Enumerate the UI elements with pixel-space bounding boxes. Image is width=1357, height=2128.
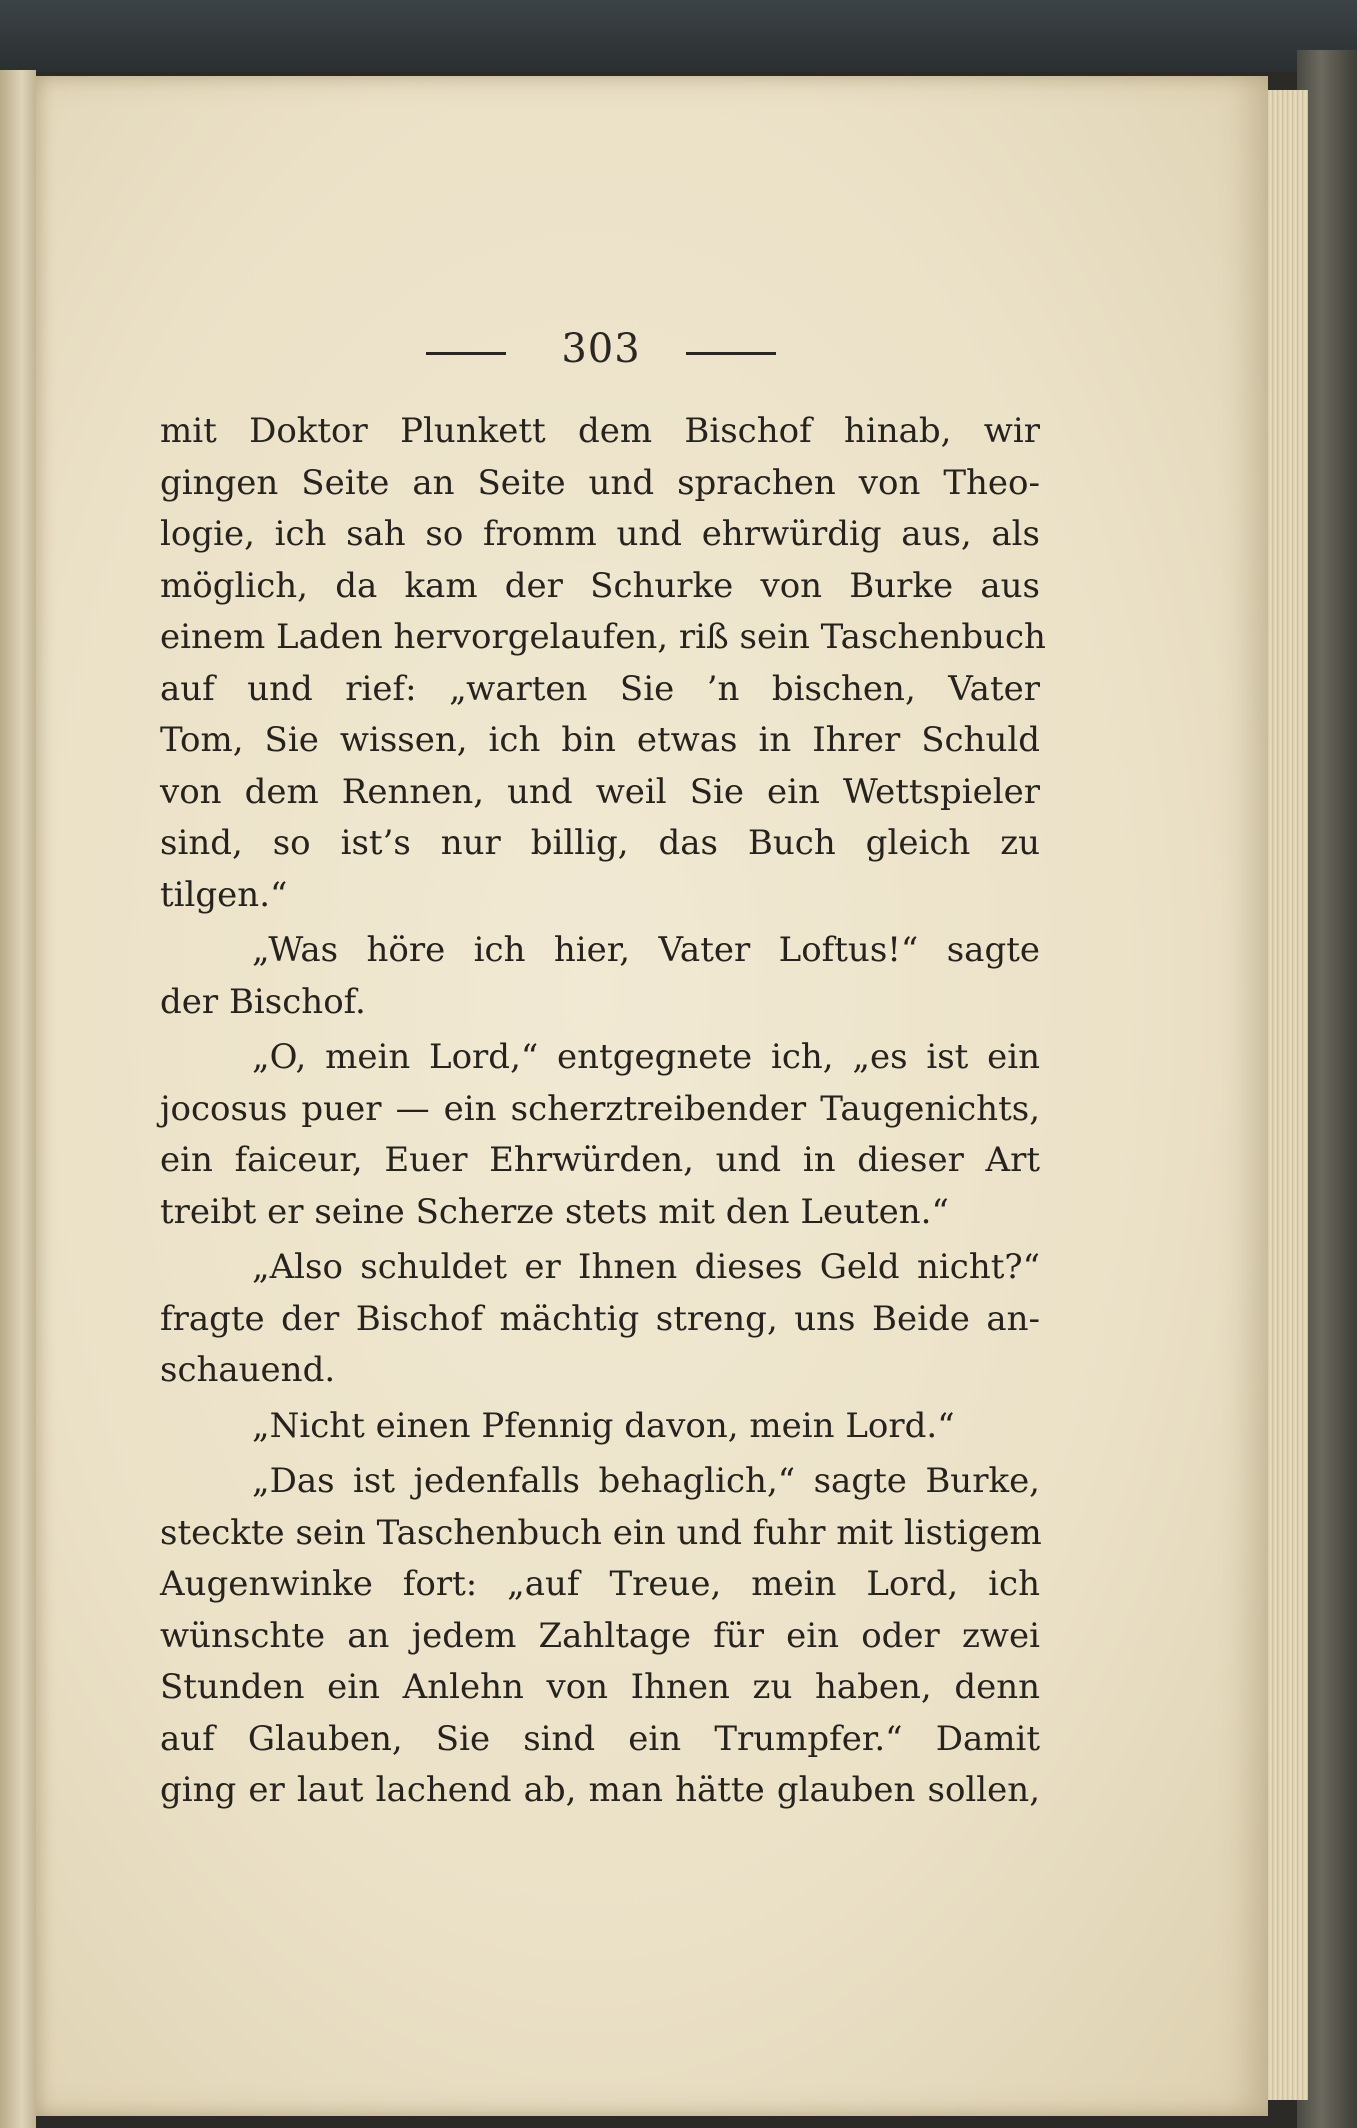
text-line: einem Laden hervorgelaufen, riß sein Taschenbuch bbox=[160, 617, 1046, 657]
header-rule-left bbox=[426, 352, 506, 355]
page-stack-edges bbox=[1268, 90, 1308, 2100]
text-line: logie, ich sah so fromm und ehrwürdig aus, als bbox=[160, 514, 1040, 554]
text-line: schauend. bbox=[160, 1350, 336, 1390]
text-line: „Was höre ich hier, Vater Loftus!“ sagte bbox=[252, 930, 1040, 970]
text-line: auf Glauben, Sie sind ein Trumpfer.“ Damit bbox=[160, 1718, 1040, 1759]
book-top-edge bbox=[0, 0, 1357, 72]
text-line: Tom, Sie wissen, ich bin etwas in Ihrer Schuld bbox=[160, 720, 1040, 760]
header-rule-right bbox=[686, 352, 776, 355]
text-line: von dem Rennen, und weil Sie ein Wettspieler bbox=[160, 771, 1040, 812]
page-number: 303 bbox=[561, 326, 641, 372]
text-line: treibt er seine Scherze stets mit den Leuten.“ bbox=[160, 1191, 949, 1232]
page-header bbox=[36, 326, 1268, 376]
text-line: steckte sein Taschenbuch ein und fuhr mit listigem bbox=[160, 1512, 1042, 1553]
text-line: „Also schuldet er Ihnen dieses Geld nicht?“ bbox=[252, 1247, 1040, 1287]
text-line: „Das ist jedenfalls behaglich,“ sagte Burke, bbox=[252, 1461, 1040, 1501]
text-line: Augenwinke fort: „auf Treue, mein Lord, ich bbox=[160, 1564, 1040, 1604]
text-line: fragte der Bischof mächtig streng, uns Beide an- bbox=[160, 1298, 1040, 1339]
text-line: gingen Seite an Seite und sprachen von Theo- bbox=[160, 462, 1040, 503]
page-text bbox=[160, 406, 1046, 1817]
book-page bbox=[36, 76, 1268, 2116]
text-line: auf und rief: „warten Sie ’n bischen, Vater bbox=[160, 668, 1040, 709]
text-line: mit Doktor Plunkett dem Bischof hinab, wir bbox=[160, 411, 1040, 451]
text-line: „O, mein Lord,“ entgegnete ich, „es ist ein bbox=[252, 1037, 1040, 1077]
text-line: Stunden ein Anlehn von Ihnen zu haben, denn bbox=[160, 1667, 1040, 1707]
text-line: der Bischof. bbox=[160, 981, 366, 1022]
text-line: ein faiceur, Euer Ehrwürden, und in dieser Art bbox=[160, 1140, 1040, 1180]
left-page-edge bbox=[0, 70, 36, 2128]
text-line: tilgen.“ bbox=[160, 874, 288, 915]
text-line: möglich, da kam der Schurke von Burke aus bbox=[160, 565, 1040, 606]
text-line: ging er laut lachend ab, man hätte glauben sollen, bbox=[160, 1770, 1040, 1810]
text-line: „Nicht einen Pfennig davon, mein Lord.“ bbox=[252, 1405, 955, 1446]
text-line: sind, so ist’s nur billig, das Buch gleich zu bbox=[160, 823, 1040, 863]
text-line: wünschte an jedem Zahltage für ein oder zwei bbox=[160, 1615, 1040, 1656]
text-line: jocosus puer — ein scherztreibender Taugenichts, bbox=[160, 1088, 1040, 1129]
